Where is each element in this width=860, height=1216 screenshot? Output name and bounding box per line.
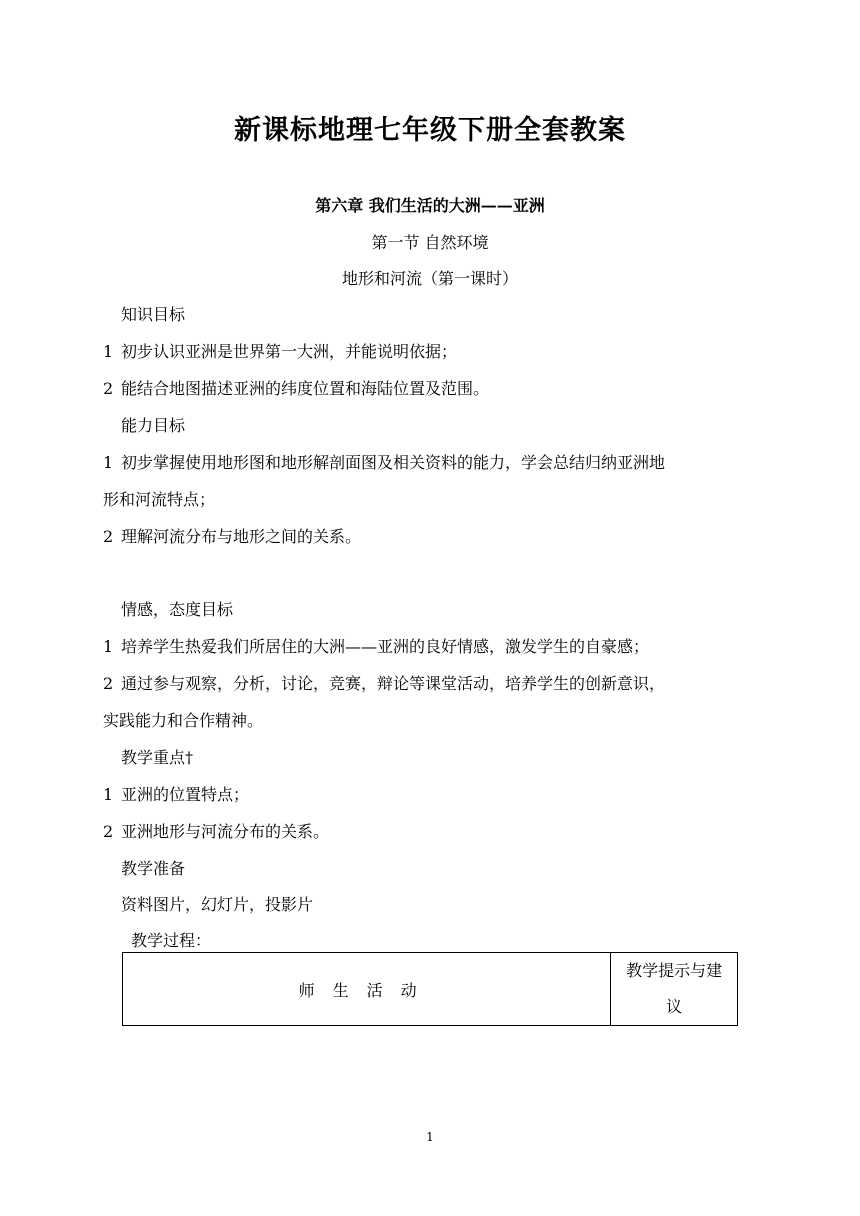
section-heading: 第一节 自然环境 (371, 233, 489, 252)
key-point-item (103, 819, 329, 842)
emotion-goals-heading: 情感，态度目标 (121, 600, 234, 619)
ability-goal-continuation: 形和河流特点； (103, 490, 216, 509)
tips-column-header (611, 953, 738, 1026)
item-number: 1 (103, 453, 114, 472)
preparation-content: 资料图片，幻灯片，投影片 (121, 895, 314, 914)
ability-goals-heading: 能力目标 (121, 416, 186, 435)
knowledge-goal-item (103, 339, 457, 362)
item-text: 通过参与观察，分析，讨论，竞赛，辩论等课堂活动，培养学生的创新意识， (121, 674, 666, 693)
item-number: 2 (103, 822, 114, 841)
chapter-heading: 第六章 我们生活的大洲——亚洲 (315, 196, 545, 215)
item-number: 2 (103, 674, 114, 693)
item-number: 1 (103, 785, 114, 804)
process-heading: 教学过程： (131, 931, 212, 950)
item-text: 能结合地图描述亚洲的纬度位置和海陆位置及范围。 (121, 379, 490, 398)
item-text: 培养学生热爱我们所居住的大洲——亚洲的良好情感，激发学生的自豪感； (121, 637, 650, 656)
item-number: 1 (103, 342, 114, 361)
knowledge-goal-item (103, 376, 489, 399)
item-number: 1 (103, 637, 114, 656)
emotion-goal-item (103, 634, 649, 657)
preparation-heading: 教学准备 (121, 859, 186, 878)
table-row (123, 953, 738, 1026)
key-point-item (103, 782, 249, 805)
document-title: 新课标地理七年级下册全套教案 (234, 115, 626, 146)
item-text: 亚洲的位置特点； (121, 785, 250, 804)
item-number: 2 (103, 527, 114, 546)
item-text: 理解河流分布与地形之间的关系。 (121, 527, 362, 546)
item-text: 初步认识亚洲是世界第一大洲，并能说明依据； (121, 342, 458, 361)
key-points-heading: 教学重点† (121, 748, 194, 767)
item-text: 亚洲地形与河流分布的关系。 (121, 822, 330, 841)
ability-goal-item (103, 450, 665, 473)
item-number: 2 (103, 379, 114, 398)
knowledge-goals-heading: 知识目标 (121, 305, 186, 324)
item-text: 初步掌握使用地形图和地形解剖面图及相关资料的能力，学会总结归纳亚洲地 (121, 453, 666, 472)
emotion-goal-item (103, 671, 665, 694)
tips-header-line: 教学提示与建 (626, 961, 723, 980)
lesson-heading: 地形和河流（第一课时） (341, 269, 518, 288)
tips-header-line: 议 (666, 997, 683, 1016)
emotion-goal-continuation: 实践能力和合作精神。 (103, 711, 264, 730)
process-table (122, 952, 738, 1026)
activity-column-header: 师生活动 (123, 953, 611, 1026)
page-number: 1 (426, 1130, 434, 1144)
ability-goal-item (103, 524, 361, 547)
